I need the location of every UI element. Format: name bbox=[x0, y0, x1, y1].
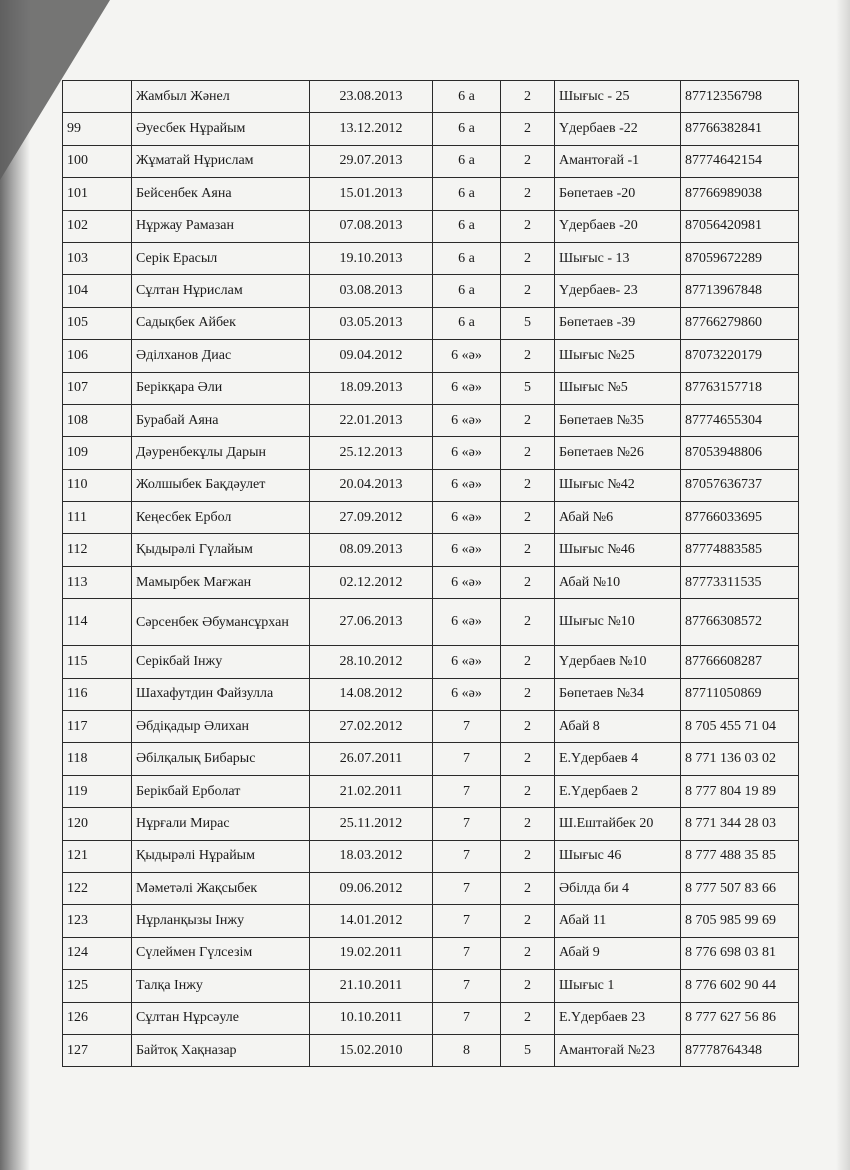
address-cell: Бөпетаев №26 bbox=[555, 437, 681, 469]
row-number: 127 bbox=[63, 1034, 132, 1066]
phone-cell: 87057636737 bbox=[681, 469, 799, 501]
student-name: Сүлеймен Гүлсезім bbox=[132, 937, 310, 969]
student-name: Сұлтан Нұрсәуле bbox=[132, 1002, 310, 1034]
scan-edge bbox=[836, 0, 850, 1170]
address-cell: Әбілда би 4 bbox=[555, 872, 681, 904]
phone-cell: 87766608287 bbox=[681, 646, 799, 678]
address-cell: Шығыс №25 bbox=[555, 340, 681, 372]
birth-date: 13.12.2012 bbox=[310, 113, 433, 145]
student-name: Нұрғали Мирас bbox=[132, 808, 310, 840]
group-cell: 2 bbox=[501, 905, 555, 937]
phone-cell: 87712356798 bbox=[681, 81, 799, 113]
row-number: 121 bbox=[63, 840, 132, 872]
table-row bbox=[63, 808, 799, 840]
birth-date: 02.12.2012 bbox=[310, 566, 433, 598]
group-cell: 2 bbox=[501, 242, 555, 274]
address-cell: Шығыс №46 bbox=[555, 534, 681, 566]
address-cell: Амантоғай -1 bbox=[555, 145, 681, 177]
table-row bbox=[63, 178, 799, 210]
address-cell: Шығыс №10 bbox=[555, 599, 681, 646]
table-row bbox=[63, 743, 799, 775]
phone-cell: 8 777 804 19 89 bbox=[681, 775, 799, 807]
group-cell: 2 bbox=[501, 840, 555, 872]
table-row bbox=[63, 145, 799, 177]
row-number: 101 bbox=[63, 178, 132, 210]
group-cell: 2 bbox=[501, 437, 555, 469]
row-number: 118 bbox=[63, 743, 132, 775]
class-cell: 7 bbox=[433, 1002, 501, 1034]
row-number: 115 bbox=[63, 646, 132, 678]
student-name: Бурабай Аяна bbox=[132, 404, 310, 436]
group-cell: 5 bbox=[501, 307, 555, 339]
row-number: 108 bbox=[63, 404, 132, 436]
phone-cell: 87774642154 bbox=[681, 145, 799, 177]
student-name: Садықбек Айбек bbox=[132, 307, 310, 339]
student-name: Талқа Інжу bbox=[132, 970, 310, 1002]
birth-date: 14.01.2012 bbox=[310, 905, 433, 937]
birth-date: 19.10.2013 bbox=[310, 242, 433, 274]
student-name: Жамбыл Жәнел bbox=[132, 81, 310, 113]
class-cell: 6 «ә» bbox=[433, 469, 501, 501]
class-cell: 6 «ә» bbox=[433, 340, 501, 372]
birth-date: 29.07.2013 bbox=[310, 145, 433, 177]
table-row bbox=[63, 534, 799, 566]
address-cell: Абай 11 bbox=[555, 905, 681, 937]
group-cell: 2 bbox=[501, 678, 555, 710]
table-row bbox=[63, 711, 799, 743]
birth-date: 27.02.2012 bbox=[310, 711, 433, 743]
table-row bbox=[63, 937, 799, 969]
phone-cell: 87773311535 bbox=[681, 566, 799, 598]
table-row bbox=[63, 1034, 799, 1066]
phone-cell: 87713967848 bbox=[681, 275, 799, 307]
phone-cell: 87056420981 bbox=[681, 210, 799, 242]
table-row bbox=[63, 437, 799, 469]
student-table bbox=[62, 80, 799, 1067]
phone-cell: 87763157718 bbox=[681, 372, 799, 404]
student-name: Әділханов Диас bbox=[132, 340, 310, 372]
class-cell: 6 а bbox=[433, 178, 501, 210]
row-number: 104 bbox=[63, 275, 132, 307]
student-name: Байтоқ Хақназар bbox=[132, 1034, 310, 1066]
class-cell: 7 bbox=[433, 743, 501, 775]
birth-date: 03.08.2013 bbox=[310, 275, 433, 307]
birth-date: 14.08.2012 bbox=[310, 678, 433, 710]
table-row bbox=[63, 1002, 799, 1034]
group-cell: 2 bbox=[501, 937, 555, 969]
row-number: 103 bbox=[63, 242, 132, 274]
group-cell: 2 bbox=[501, 502, 555, 534]
address-cell: Абай 8 bbox=[555, 711, 681, 743]
class-cell: 7 bbox=[433, 840, 501, 872]
address-cell: Бөпетаев -20 bbox=[555, 178, 681, 210]
address-cell: Үдербаев -20 bbox=[555, 210, 681, 242]
table-row bbox=[63, 566, 799, 598]
phone-cell: 87059672289 bbox=[681, 242, 799, 274]
row-number: 120 bbox=[63, 808, 132, 840]
table-row bbox=[63, 275, 799, 307]
class-cell: 6 «ә» bbox=[433, 502, 501, 534]
row-number: 123 bbox=[63, 905, 132, 937]
row-number: 111 bbox=[63, 502, 132, 534]
address-cell: Шығыс 46 bbox=[555, 840, 681, 872]
student-name: Әбілқалық Бибарыс bbox=[132, 743, 310, 775]
student-name: Бейсенбек Аяна bbox=[132, 178, 310, 210]
class-cell: 7 bbox=[433, 808, 501, 840]
table-row bbox=[63, 840, 799, 872]
class-cell: 6 а bbox=[433, 113, 501, 145]
class-cell: 6 «ә» bbox=[433, 646, 501, 678]
group-cell: 2 bbox=[501, 1002, 555, 1034]
student-name: Жолшыбек Бақдәулет bbox=[132, 469, 310, 501]
row-number: 124 bbox=[63, 937, 132, 969]
table-row bbox=[63, 599, 799, 646]
row-number bbox=[63, 81, 132, 113]
group-cell: 2 bbox=[501, 113, 555, 145]
address-cell: Бөпетаев №35 bbox=[555, 404, 681, 436]
table-row bbox=[63, 502, 799, 534]
table-row bbox=[63, 678, 799, 710]
birth-date: 10.10.2011 bbox=[310, 1002, 433, 1034]
address-cell: Абай №6 bbox=[555, 502, 681, 534]
phone-cell: 87766308572 bbox=[681, 599, 799, 646]
address-cell: Е.Үдербаев 4 bbox=[555, 743, 681, 775]
phone-cell: 87774655304 bbox=[681, 404, 799, 436]
address-cell: Бөпетаев №34 bbox=[555, 678, 681, 710]
birth-date: 08.09.2013 bbox=[310, 534, 433, 566]
birth-date: 25.12.2013 bbox=[310, 437, 433, 469]
birth-date: 22.01.2013 bbox=[310, 404, 433, 436]
table-row bbox=[63, 242, 799, 274]
birth-date: 26.07.2011 bbox=[310, 743, 433, 775]
table-row bbox=[63, 340, 799, 372]
phone-cell: 8 705 985 99 69 bbox=[681, 905, 799, 937]
address-cell: Үдербаев №10 bbox=[555, 646, 681, 678]
class-cell: 6 «ә» bbox=[433, 372, 501, 404]
table-row bbox=[63, 970, 799, 1002]
row-number: 126 bbox=[63, 1002, 132, 1034]
table-row bbox=[63, 307, 799, 339]
table-row bbox=[63, 210, 799, 242]
table-row bbox=[63, 469, 799, 501]
group-cell: 2 bbox=[501, 81, 555, 113]
class-cell: 6 а bbox=[433, 242, 501, 274]
group-cell: 2 bbox=[501, 178, 555, 210]
group-cell: 2 bbox=[501, 970, 555, 1002]
phone-cell: 87766279860 bbox=[681, 307, 799, 339]
row-number: 107 bbox=[63, 372, 132, 404]
phone-cell: 8 777 507 83 66 bbox=[681, 872, 799, 904]
class-cell: 6 а bbox=[433, 81, 501, 113]
phone-cell: 87711050869 bbox=[681, 678, 799, 710]
address-cell: Абай №10 bbox=[555, 566, 681, 598]
phone-cell: 87053948806 bbox=[681, 437, 799, 469]
birth-date: 28.10.2012 bbox=[310, 646, 433, 678]
student-name: Берікбай Ерболат bbox=[132, 775, 310, 807]
birth-date: 21.10.2011 bbox=[310, 970, 433, 1002]
phone-cell: 87774883585 bbox=[681, 534, 799, 566]
row-number: 99 bbox=[63, 113, 132, 145]
table-row bbox=[63, 646, 799, 678]
group-cell: 2 bbox=[501, 775, 555, 807]
group-cell: 2 bbox=[501, 275, 555, 307]
student-name: Сұлтан Нұрислам bbox=[132, 275, 310, 307]
group-cell: 2 bbox=[501, 872, 555, 904]
group-cell: 2 bbox=[501, 711, 555, 743]
student-name: Шахафутдин Файзулла bbox=[132, 678, 310, 710]
group-cell: 2 bbox=[501, 469, 555, 501]
address-cell: Бөпетаев -39 bbox=[555, 307, 681, 339]
row-number: 113 bbox=[63, 566, 132, 598]
row-number: 114 bbox=[63, 599, 132, 646]
birth-date: 21.02.2011 bbox=[310, 775, 433, 807]
class-cell: 7 bbox=[433, 905, 501, 937]
table-row bbox=[63, 404, 799, 436]
birth-date: 09.06.2012 bbox=[310, 872, 433, 904]
birth-date: 15.02.2010 bbox=[310, 1034, 433, 1066]
class-cell: 7 bbox=[433, 937, 501, 969]
group-cell: 2 bbox=[501, 646, 555, 678]
birth-date: 20.04.2013 bbox=[310, 469, 433, 501]
row-number: 102 bbox=[63, 210, 132, 242]
birth-date: 27.09.2012 bbox=[310, 502, 433, 534]
class-cell: 6 «ә» bbox=[433, 566, 501, 598]
birth-date: 09.04.2012 bbox=[310, 340, 433, 372]
class-cell: 7 bbox=[433, 775, 501, 807]
student-name: Серікбай Інжу bbox=[132, 646, 310, 678]
phone-cell: 8 771 344 28 03 bbox=[681, 808, 799, 840]
student-name: Қыдырәлі Нұрайым bbox=[132, 840, 310, 872]
student-name: Берікқара Әли bbox=[132, 372, 310, 404]
group-cell: 2 bbox=[501, 210, 555, 242]
student-name: Әуесбек Нұрайым bbox=[132, 113, 310, 145]
address-cell: Абай 9 bbox=[555, 937, 681, 969]
table-body bbox=[63, 81, 799, 1067]
row-number: 110 bbox=[63, 469, 132, 501]
birth-date: 27.06.2013 bbox=[310, 599, 433, 646]
address-cell: Е.Үдербаев 2 bbox=[555, 775, 681, 807]
address-cell: Шығыс - 25 bbox=[555, 81, 681, 113]
birth-date: 07.08.2013 bbox=[310, 210, 433, 242]
table-row bbox=[63, 81, 799, 113]
class-cell: 8 bbox=[433, 1034, 501, 1066]
row-number: 100 bbox=[63, 145, 132, 177]
class-cell: 6 а bbox=[433, 275, 501, 307]
phone-cell: 8 776 602 90 44 bbox=[681, 970, 799, 1002]
row-number: 106 bbox=[63, 340, 132, 372]
student-name: Нұржау Рамазан bbox=[132, 210, 310, 242]
group-cell: 5 bbox=[501, 372, 555, 404]
phone-cell: 8 776 698 03 81 bbox=[681, 937, 799, 969]
address-cell: Шығыс - 13 bbox=[555, 242, 681, 274]
row-number: 105 bbox=[63, 307, 132, 339]
row-number: 109 bbox=[63, 437, 132, 469]
student-name: Қыдырәлі Гүлайым bbox=[132, 534, 310, 566]
row-number: 112 bbox=[63, 534, 132, 566]
class-cell: 6 «ә» bbox=[433, 599, 501, 646]
group-cell: 2 bbox=[501, 566, 555, 598]
class-cell: 7 bbox=[433, 970, 501, 1002]
address-cell: Шығыс №5 bbox=[555, 372, 681, 404]
group-cell: 2 bbox=[501, 599, 555, 646]
birth-date: 25.11.2012 bbox=[310, 808, 433, 840]
birth-date: 03.05.2013 bbox=[310, 307, 433, 339]
table-row bbox=[63, 775, 799, 807]
class-cell: 6 «ә» bbox=[433, 678, 501, 710]
birth-date: 19.02.2011 bbox=[310, 937, 433, 969]
phone-cell: 87073220179 bbox=[681, 340, 799, 372]
class-cell: 7 bbox=[433, 872, 501, 904]
address-cell: Үдербаев -22 bbox=[555, 113, 681, 145]
phone-cell: 8 777 627 56 86 bbox=[681, 1002, 799, 1034]
group-cell: 2 bbox=[501, 743, 555, 775]
group-cell: 2 bbox=[501, 145, 555, 177]
table-row bbox=[63, 113, 799, 145]
group-cell: 2 bbox=[501, 340, 555, 372]
row-number: 116 bbox=[63, 678, 132, 710]
table-row bbox=[63, 372, 799, 404]
birth-date: 23.08.2013 bbox=[310, 81, 433, 113]
class-cell: 6 «ә» bbox=[433, 437, 501, 469]
row-number: 119 bbox=[63, 775, 132, 807]
group-cell: 2 bbox=[501, 808, 555, 840]
address-cell: Үдербаев- 23 bbox=[555, 275, 681, 307]
group-cell: 5 bbox=[501, 1034, 555, 1066]
phone-cell: 87766989038 bbox=[681, 178, 799, 210]
class-cell: 6 а bbox=[433, 210, 501, 242]
phone-cell: 8 777 488 35 85 bbox=[681, 840, 799, 872]
group-cell: 2 bbox=[501, 404, 555, 436]
phone-cell: 8 705 455 71 04 bbox=[681, 711, 799, 743]
student-name: Кеңесбек Ербол bbox=[132, 502, 310, 534]
class-cell: 6 а bbox=[433, 307, 501, 339]
table-row bbox=[63, 905, 799, 937]
row-number: 117 bbox=[63, 711, 132, 743]
student-name: Мәметәлі Жақсыбек bbox=[132, 872, 310, 904]
class-cell: 7 bbox=[433, 711, 501, 743]
student-name: Нұрланқызы Інжу bbox=[132, 905, 310, 937]
phone-cell: 87778764348 bbox=[681, 1034, 799, 1066]
class-cell: 6 «ә» bbox=[433, 534, 501, 566]
table-row bbox=[63, 872, 799, 904]
phone-cell: 87766033695 bbox=[681, 502, 799, 534]
address-cell: Е.Үдербаев 23 bbox=[555, 1002, 681, 1034]
row-number: 125 bbox=[63, 970, 132, 1002]
row-number: 122 bbox=[63, 872, 132, 904]
address-cell: Шығыс №42 bbox=[555, 469, 681, 501]
birth-date: 15.01.2013 bbox=[310, 178, 433, 210]
class-cell: 6 «ә» bbox=[433, 404, 501, 436]
class-cell: 6 а bbox=[433, 145, 501, 177]
group-cell: 2 bbox=[501, 534, 555, 566]
birth-date: 18.09.2013 bbox=[310, 372, 433, 404]
student-name: Мамырбек Мағжан bbox=[132, 566, 310, 598]
address-cell: Шығыс 1 bbox=[555, 970, 681, 1002]
student-name: Сәрсенбек Әбумансұрхан bbox=[132, 599, 310, 646]
birth-date: 18.03.2012 bbox=[310, 840, 433, 872]
address-cell: Амантоғай №23 bbox=[555, 1034, 681, 1066]
student-name: Серік Ерасыл bbox=[132, 242, 310, 274]
student-name: Әбдіқадыр Әлихан bbox=[132, 711, 310, 743]
phone-cell: 87766382841 bbox=[681, 113, 799, 145]
address-cell: Ш.Ештайбек 20 bbox=[555, 808, 681, 840]
student-name: Жұматай Нұрислам bbox=[132, 145, 310, 177]
student-name: Дәуренбекұлы Дарын bbox=[132, 437, 310, 469]
phone-cell: 8 771 136 03 02 bbox=[681, 743, 799, 775]
